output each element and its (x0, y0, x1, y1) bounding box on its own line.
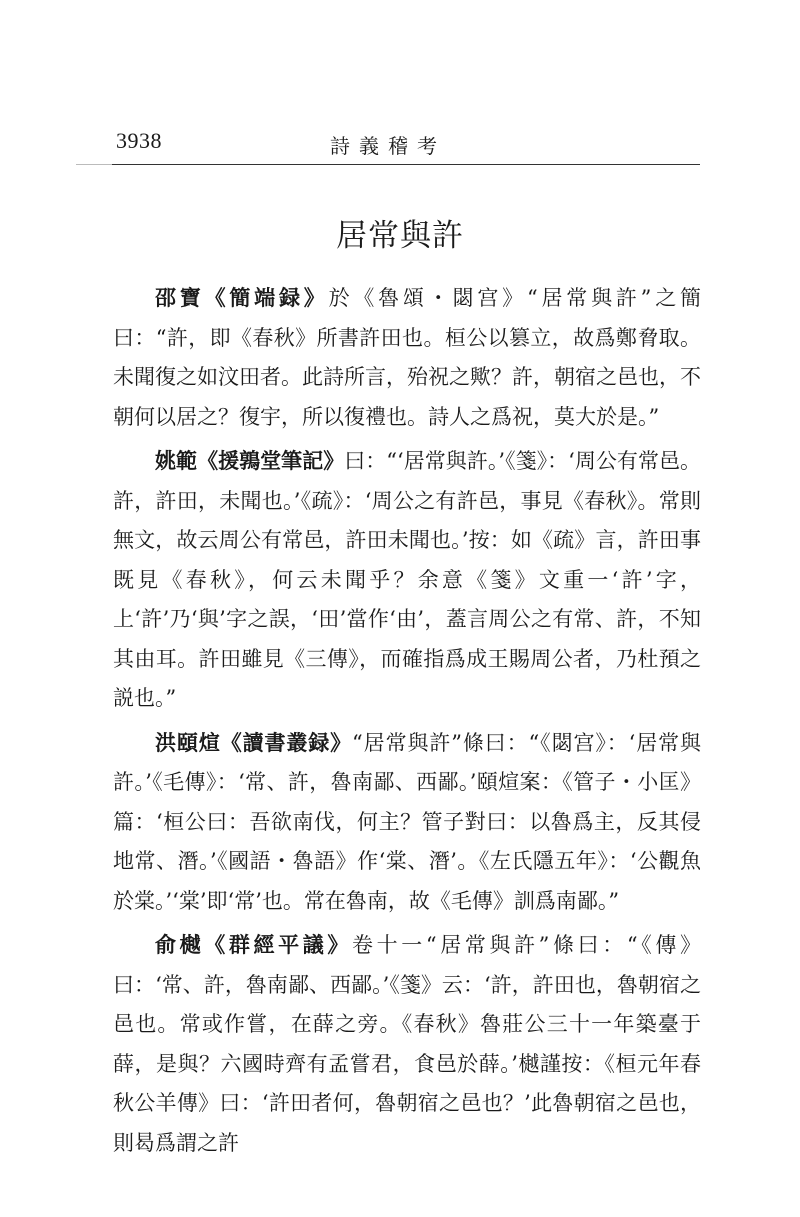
running-head: 詩義稽考 (330, 134, 446, 158)
paragraph-yu-yue (113, 926, 701, 1163)
paragraph-hong-yixuan (113, 724, 701, 922)
work-title: 《群經平議》 (204, 933, 352, 957)
author-name: 洪頤煊 (155, 730, 221, 755)
article-body (113, 279, 701, 1168)
work-title: 《讀書叢録》 (220, 730, 353, 755)
paragraph-text: 於《魯頌・閟宫》“居常與許”之簡曰：“許，即《春秋》所書許田也。桓公以篡立，故爲鄭脅取。未聞復之如汶田者。此詩所言，殆祝之歟？許，朝宿之邑也，不朝何以居之？復宇，所以復禮也。詩人之爲祝，莫大於是。” (113, 286, 701, 429)
header-rule (112, 164, 700, 165)
work-title: 《援鶉堂筆記》 (197, 449, 345, 473)
paragraph-text: 卷十一“居常與許”條曰：“《傳》曰：‘常、許，魯南鄙、西鄙。’《箋》云：‘許，許田也，魯朝宿之邑也。常或作嘗，在薛之旁。《春秋》魯莊公三十一年築臺于薛，是與？六國時齊有孟嘗君，食邑於薛。’樾謹按：《桓元年春秋公羊傳》曰：‘許田者何，魯朝宿之邑也？’此魯朝宿之邑也，則曷爲謂之許 (113, 933, 702, 1155)
work-title: 《簡端録》 (204, 286, 329, 310)
header-rule-fade (76, 164, 112, 165)
author-name: 俞樾 (155, 933, 205, 957)
paragraph-shao-bao (113, 279, 701, 437)
author-name: 邵寶 (155, 286, 205, 310)
page-number: 3938 (116, 128, 162, 153)
article-title: 居常與許 (336, 218, 464, 254)
paragraph-text: “居常與許”條曰：“《閟宫》：‘居常與許。’《毛傳》：‘常、許，魯南鄙、西鄙。’頤煊案：《管子・小匡》篇：‘桓公曰：吾欲南伐，何主？管子對曰：以魯爲主，反其侵地常、潛。’《國語・魯語》作‘棠、潛’。《左氏隱五年》：‘公觀魚於棠。’‘棠’即‘常’也。常在魯南，故《毛傳》訓爲南鄙。” (113, 730, 702, 913)
paragraph-yao-fan (113, 442, 701, 719)
author-name: 姚範 (155, 449, 198, 473)
paragraph-text: 曰：“‘居常與許。’《箋》：‘周公有常邑。許，許田，未聞也。’《疏》：‘周公之有許邑，事見《春秋》。常則無文，故云周公有常邑，許田未聞也。’按：如《疏》言，許田事既見《春秋》，何云未聞乎？余意《箋》文重一‘許’字，上‘許’乃‘與’字之誤，‘田’當作‘由’，蓋言周公之有常、許，不知其由耳。許田雖見《三傳》，而確指爲成王賜周公者，乃杜預之説也。” (113, 449, 702, 710)
